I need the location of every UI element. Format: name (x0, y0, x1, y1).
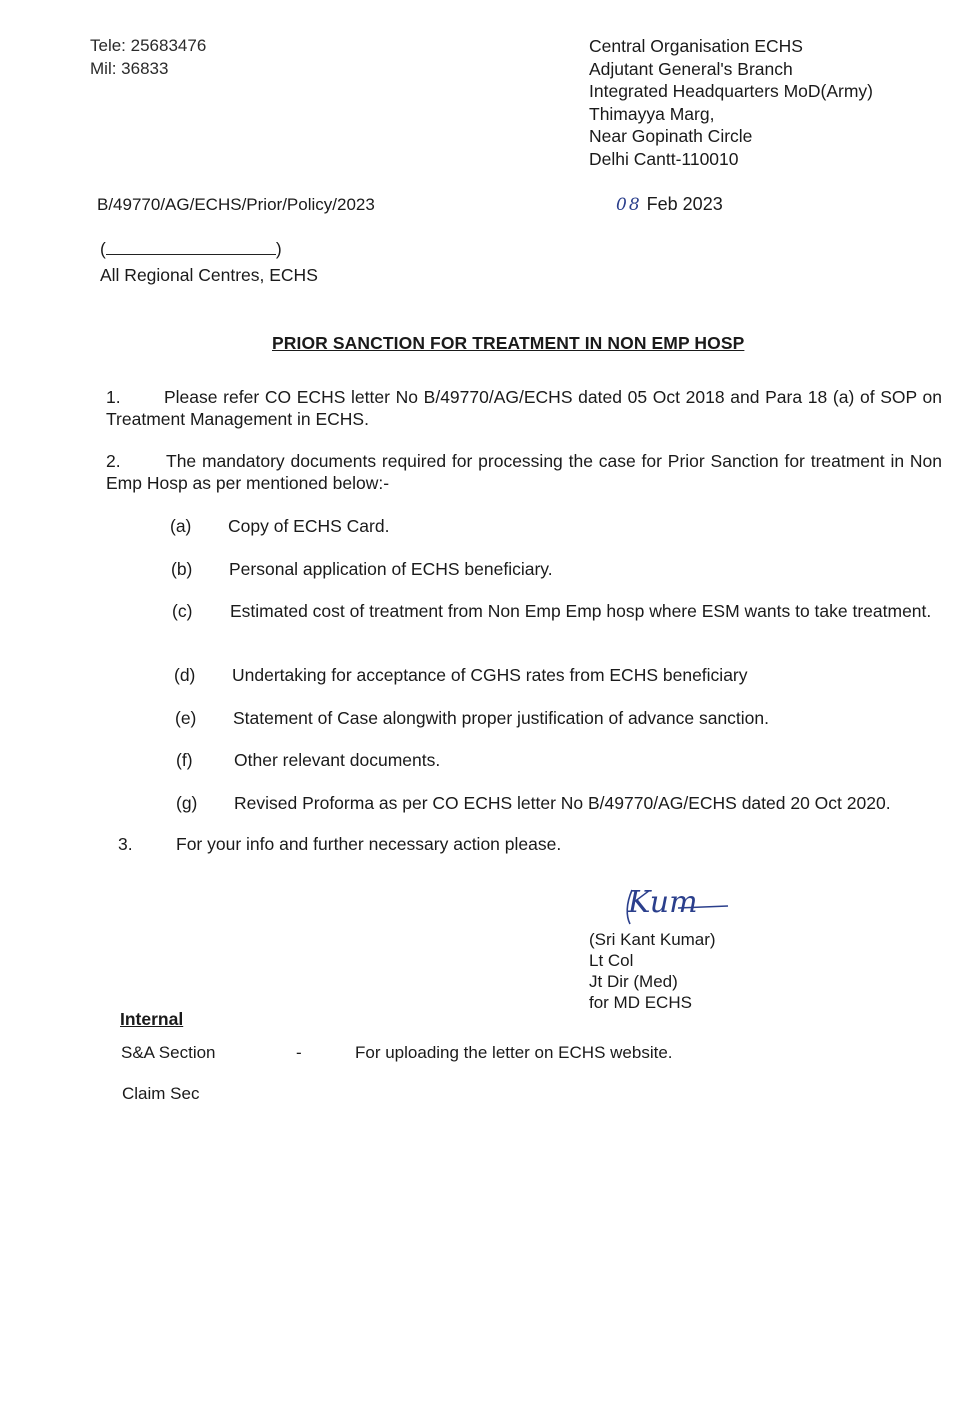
item-text: Other relevant documents. (234, 750, 441, 770)
paragraph-text: The mandatory documents required for processing the case for Prior Sanction for treatment in Non Emp Hosp as per mentioned below:- (106, 451, 942, 493)
signatory-name: (Sri Kant Kumar) (589, 930, 716, 949)
item-text: Revised Proforma as per CO ECHS letter No B/49770/AG/ECHS dated 20 Oct 2020. (234, 793, 891, 813)
office-address-block (589, 35, 873, 171)
paragraph-number: 3. (118, 834, 133, 854)
internal-note: For uploading the letter on ECHS website. (355, 1043, 673, 1062)
tele-number: Tele: 25683476 (90, 36, 207, 55)
item-text: Copy of ECHS Card. (228, 516, 390, 536)
signatory-block (589, 929, 716, 1013)
list-item (176, 792, 891, 814)
item-text: Personal application of ECHS beneficiary. (229, 559, 553, 579)
list-item (171, 558, 553, 580)
reference-number: B/49770/AG/ECHS/Prior/Policy/2023 (97, 195, 375, 214)
internal-heading: Internal (120, 1009, 184, 1029)
signature-scribble (622, 880, 734, 930)
list-item (176, 749, 440, 771)
paragraph-number: 1. (106, 387, 121, 407)
item-label: (c) (172, 601, 193, 621)
paragraph-number: 2. (106, 451, 121, 471)
internal-section: S&A Section (121, 1043, 216, 1062)
item-label: (b) (171, 559, 193, 579)
address-line: Adjutant General's Branch (589, 58, 793, 79)
paragraph-2 (106, 450, 942, 494)
address-line: Near Gopinath Circle (589, 126, 753, 147)
item-label: (d) (174, 665, 196, 685)
paragraph-text: Please refer CO ECHS letter No B/49770/AG/ECHS dated 05 Oct 2018 and Para 18 (a) of SOP on Treatment Management in ECHS. (106, 387, 942, 429)
item-text: Statement of Case alongwith proper justification of advance sanction. (233, 708, 770, 728)
signature-text: Kum (628, 885, 698, 920)
address-line: Central Organisation ECHS (589, 36, 803, 56)
item-label: (g) (176, 793, 198, 813)
handwritten-day: 08 (616, 195, 642, 215)
item-text: Undertaking for acceptance of CGHS rates from ECHS beneficiary (232, 665, 748, 685)
subject-heading: PRIOR SANCTION FOR TREATMENT IN NON EMP HOSP (272, 333, 745, 353)
list-item (174, 664, 748, 686)
mil-number: Mil: 36833 (90, 59, 169, 78)
addressee-name: All Regional Centres, ECHS (100, 265, 318, 285)
paragraph-1 (106, 386, 942, 430)
signatory-for: for MD ECHS (589, 993, 692, 1012)
internal-dash: - (296, 1043, 302, 1062)
signatory-rank: Lt Col (589, 951, 634, 970)
telephone-block (90, 34, 206, 80)
address-line: Delhi Cantt-110010 (589, 148, 739, 169)
letter-date (616, 194, 723, 215)
address-line: Integrated Headquarters MoD(Army) (589, 81, 873, 102)
item-label: (a) (170, 516, 192, 536)
blank-line (106, 240, 276, 255)
list-item (170, 515, 389, 537)
signature (622, 880, 734, 935)
item-label: (e) (175, 708, 197, 728)
signatory-appointment: Jt Dir (Med) (589, 972, 678, 991)
item-label: (f) (176, 750, 193, 770)
address-line: Thimayya Marg, (589, 103, 715, 124)
paragraph-3 (118, 833, 561, 855)
addressee-block (100, 236, 318, 288)
item-text: Estimated cost of treatment from Non Emp Emp hosp where ESM wants to take treatment. (230, 601, 932, 621)
paragraph-text: For your info and further necessary action please. (176, 834, 562, 854)
addressee-blank: ( ) (100, 239, 282, 259)
list-item (172, 600, 940, 622)
month-year: Feb 2023 (646, 194, 723, 214)
list-item (175, 707, 769, 729)
internal-section: Claim Sec (122, 1084, 200, 1103)
